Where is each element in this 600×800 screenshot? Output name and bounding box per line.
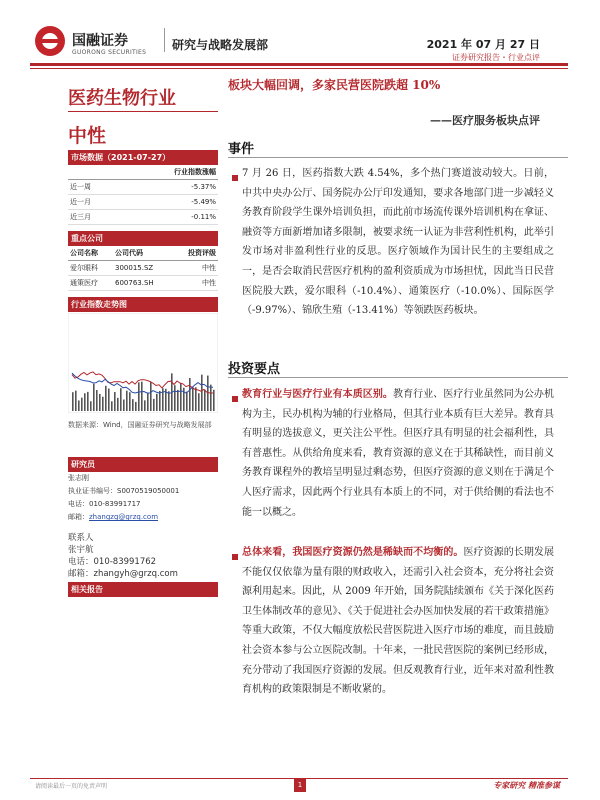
chart-title: 行业指数走势图 bbox=[68, 297, 218, 312]
volume-bar bbox=[111, 401, 113, 411]
contact-phone: 电话：010-83991762 bbox=[68, 557, 157, 567]
market-data-title: 市场数据（2021-07-27） bbox=[68, 150, 218, 165]
volume-bar bbox=[126, 391, 128, 411]
volume-bar bbox=[120, 388, 122, 411]
report-subtitle: ——医疗服务板块点评 bbox=[430, 114, 540, 127]
related-reports-title: 相关报告 bbox=[68, 582, 218, 597]
volume-bar bbox=[159, 391, 161, 411]
page-number: 1 bbox=[294, 779, 306, 792]
volume-bar bbox=[207, 376, 209, 411]
table-row: 爱尔眼科 300015.SZ 中性 bbox=[68, 261, 218, 276]
section-highlights: 投资要点 bbox=[228, 362, 281, 377]
volume-bar bbox=[93, 384, 95, 411]
volume-bar bbox=[204, 390, 206, 411]
volume-bar bbox=[132, 399, 134, 411]
table-row: 通策医疗 600763.SH 中性 bbox=[68, 276, 218, 291]
analyst-email-row: 邮箱：zhangzg@grzq.com bbox=[68, 513, 159, 521]
header-rule-thin bbox=[30, 68, 568, 69]
bullet-icon bbox=[232, 175, 238, 181]
volume-bar bbox=[102, 397, 104, 411]
industry-name: 医药生物行业 bbox=[68, 88, 176, 109]
volume-bar bbox=[90, 401, 92, 411]
volume-bar bbox=[96, 390, 98, 411]
volume-bar bbox=[129, 392, 131, 411]
volume-bar bbox=[180, 383, 182, 411]
report-title: 板块大幅回调，多家民营医院跌超 10% bbox=[228, 78, 441, 92]
volume-bar bbox=[213, 390, 215, 411]
brand-name-en: GUORONG SECURITIES bbox=[72, 49, 147, 56]
volume-bar bbox=[135, 402, 137, 411]
volume-bar bbox=[147, 393, 149, 411]
volume-bar bbox=[81, 398, 83, 411]
volume-bar bbox=[117, 398, 119, 411]
volume-bar bbox=[99, 394, 101, 411]
volume-bar bbox=[177, 390, 179, 411]
brand-name: 国融证券 bbox=[72, 33, 128, 49]
volume-bar bbox=[138, 382, 140, 411]
table-row: 近三月 -0.11% bbox=[68, 210, 218, 225]
event-paragraph: 7 月 26 日，医药指数大跌 4.54%，多个热门赛道波动较大。日前，中共中央办公厅、国务院办公厅印发通知，要求各地部门进一步减轻义务教育阶段学生课外培训负担，而此前市场流传课外培训机构在拿证、融资等方面新增加诸多限制，被要求统一认证为非营利性机构，此举引发市场对非盈利性行业的反思。医疗领域作为国计民生的主要组成之一，是否会取消民营医疗机构的盈利资质成为市场担忧，因此当日民营医院股大跌，爱尔眼科（-10.4%）、通策医疗（-10.0%）、国际医学（-9.97%）、锦欣生殖（-13.41%）等领跌医药板块。 bbox=[242, 168, 554, 317]
volume-bar bbox=[123, 400, 125, 411]
volume-bar bbox=[210, 385, 212, 411]
volume-bar bbox=[144, 400, 146, 411]
footer-disclaimer: 请阅读最后一页的免责声明 bbox=[35, 783, 108, 790]
section-divider bbox=[228, 157, 568, 158]
header-rule bbox=[30, 63, 568, 66]
volume-bar bbox=[87, 392, 89, 411]
industry-rating: 中性 bbox=[68, 125, 107, 147]
bullet-icon bbox=[232, 554, 238, 560]
key-companies-table: 公司名称 公司代码 投资评级 爱尔眼科 300015.SZ 中性 通策医疗 600763.SH 中性 bbox=[68, 246, 218, 291]
contact-name: 张宇航 bbox=[68, 545, 94, 555]
highlight-paragraph-2: 总体来看，我国医疗资源仍然是稀缺而不均衡的。医疗资源的长期发展不能仅仅依靠为量有限的财政收入，还需引入社会资本，充分将社会资源利用起来。因此，从 2009 年开始，国务院陆续颁布《关于深化医药卫生体制改革的意见》、《关于促进社会办医加快发展的若干政策措施》等重大政策，不仅大幅度放松民营医院进入医疗市场的难度，而且鼓励社会资本参与公立医院改制。十年来，一批民营医院的案例已经形成，充分带动了我国医疗资源的发展。但反观教育行业，近年来对盈利性教育机构的政策限制是不断收紧的。 bbox=[242, 547, 555, 696]
highlight-paragraph-1: 教育行业与医疗行业有本质区别。教育行业、医疗行业虽然同为公办机构为主，民办机构为辅的行业格局，但其行业本质有巨大差异。教育具有明显的选拔意义，更关注公平性。但医疗具有明显的社会福利性，具有普惠性。从供给角度来看，教育资源的意义在于其稀缺性，而目前义务教育课程外的教培呈明显过剩态势，但医疗资源的意义则在于满足个人医疗需求，因此两个行业具有本质上的不同，对于供给侧的看法也不能一以概之。 bbox=[242, 389, 554, 518]
contact-email: 邮箱：zhangyh@grzq.com bbox=[68, 569, 178, 579]
analyst-cert: 执业证书编号：S0070519050001 bbox=[68, 487, 180, 495]
volume-bar bbox=[168, 391, 170, 411]
analyst-email-link[interactable]: zhangzg@grzq.com bbox=[89, 513, 159, 521]
volume-bar bbox=[201, 375, 203, 411]
table-row: 近一月 -5.49% bbox=[68, 195, 218, 210]
volume-bar bbox=[189, 378, 191, 411]
table-row: 近一周 -5.37% bbox=[68, 180, 218, 195]
volume-bar bbox=[75, 391, 77, 411]
volume-bar bbox=[78, 400, 80, 411]
report-type: 证券研究报告・行业点评 bbox=[452, 53, 540, 62]
volume-bar bbox=[186, 392, 188, 411]
company-logo bbox=[35, 26, 65, 56]
volume-bar bbox=[108, 389, 110, 411]
volume-bar bbox=[141, 382, 143, 411]
volume-bar bbox=[114, 392, 116, 411]
volume-bar bbox=[105, 386, 107, 411]
key-companies-title: 重点公司 bbox=[68, 231, 218, 246]
footer-slogan: 专家研究 精准参谋 bbox=[493, 780, 560, 790]
bullet-icon bbox=[232, 396, 238, 402]
contact-label: 联系人 bbox=[68, 533, 94, 543]
industry-divider bbox=[68, 111, 218, 112]
analyst-name: 张志刚 bbox=[68, 474, 89, 482]
highlight-lead-2: 总体来看，我国医疗资源仍然是稀缺而不均衡的。 bbox=[242, 547, 464, 558]
data-source: 数据来源：Wind，国融证券研究与战略发展部 bbox=[68, 421, 212, 429]
index-trend-chart bbox=[68, 313, 218, 413]
volume-bar bbox=[174, 385, 176, 411]
header-divider bbox=[164, 28, 165, 52]
section-event: 事件 bbox=[228, 142, 255, 157]
analyst-phone: 电话：010-83991717 bbox=[68, 500, 141, 508]
report-date: 2021 年 07 月 27 日 bbox=[426, 38, 540, 51]
department-name: 研究与战略发展部 bbox=[172, 38, 269, 52]
highlight-lead-1: 教育行业与医疗行业有本质区别。 bbox=[242, 389, 393, 400]
analyst-title: 研究员 bbox=[68, 457, 218, 472]
volume-bar bbox=[198, 393, 200, 411]
section-divider bbox=[228, 377, 568, 378]
volume-bar bbox=[195, 387, 197, 411]
market-col-header: 行业指数涨幅 bbox=[121, 165, 218, 180]
market-data-table bbox=[68, 165, 218, 225]
volume-bar bbox=[192, 387, 194, 411]
volume-bar bbox=[84, 393, 86, 411]
volume-bar bbox=[153, 399, 155, 411]
volume-bar bbox=[150, 382, 152, 411]
volume-bar bbox=[156, 394, 158, 411]
volume-bar bbox=[72, 392, 74, 411]
